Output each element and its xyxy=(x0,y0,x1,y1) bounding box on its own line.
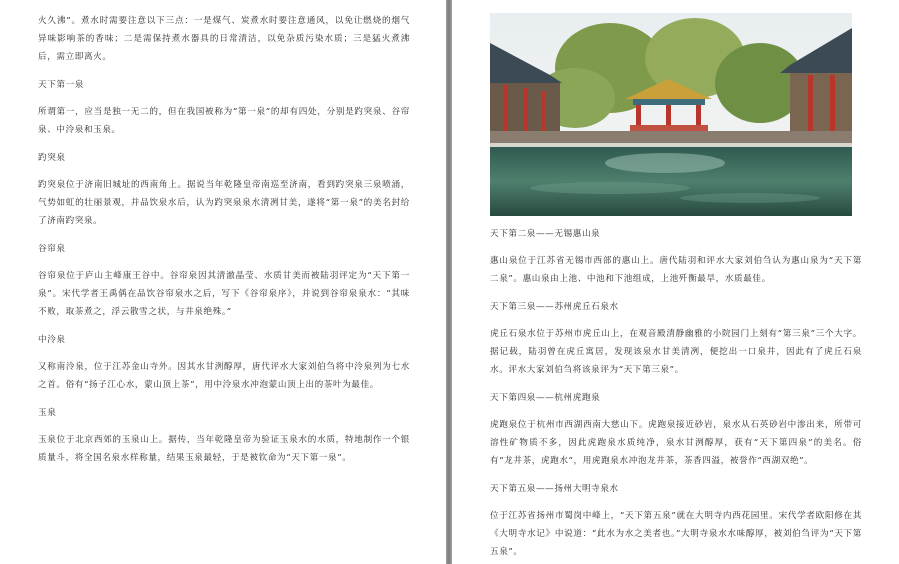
section-heading: 天下第五泉——扬州大明寺泉水 xyxy=(490,484,619,494)
paragraph: 位于江苏省扬州市蜀岗中峰上，“天下第五泉”就在大明寺内西花园里。宋代学者欧阳修在其《大明寺水记》中说道：“此水为水之美者也。”大明寺泉水水味醇厚，被刘伯刍评为“天下第五泉”。 xyxy=(490,511,862,557)
section-heading: 趵突泉 xyxy=(38,153,66,163)
paragraph: 火久沸”。煮水时需要注意以下三点：一是煤气、炭煮水时要注意通风，以免让燃烧的烟气异味影响茶的香味；二是需保持煮水器具的日常清洁，以免杂质污染水质；三是猛火煮沸后，需立即离火。 xyxy=(38,16,410,62)
paragraph: 谷帘泉位于庐山主峰康王谷中。谷帘泉因其清澈晶莹、水质甘美而被陆羽评定为“天下第一泉”。宋代学者王禹偁在品饮谷帘泉水之后，写下《谷帘泉序》，并说到谷帘泉泉水：“其味不败，取茶煮之，浮云散雪之状，与井泉绝殊。” xyxy=(38,271,410,317)
paragraph: 虎跑泉位于杭州市西湖西南大慈山下。虎跑泉接近砂岩，泉水从石英砂岩中渗出来，所带可溶性矿物质不多，因此虎跑泉水质纯净，泉水甘洌醇厚，获有“天下第四泉”的美名。俗有“龙井茶，虎跑水”，用虎跑泉水冲泡龙井茶，茶香四溢，被誉作“西湖双绝”。 xyxy=(490,420,862,466)
paragraph: 惠山泉位于江苏省无锡市西部的惠山上。唐代陆羽和评水大家刘伯刍认为惠山泉为“天下第二泉”。惠山泉由上池、中池和下池组成，上池歼衡最旱，水质最佳。 xyxy=(490,256,862,284)
section-heading: 天下第三泉——苏州虎丘石泉水 xyxy=(490,302,619,312)
paragraph: 趵突泉位于济南旧城址的西南角上。据说当年乾隆皇帝南巡至济南，看到趵突泉三泉喷涌，气势如虹的壮丽景观，并品饮泉水后，认为趵突泉泉水清冽甘美，遂将“第一泉”的美名封给了济南趵突泉。 xyxy=(38,180,410,226)
left-text-column xyxy=(38,12,410,477)
section-heading: 玉泉 xyxy=(38,408,57,418)
section-heading: 天下第四泉——杭州虎跑泉 xyxy=(490,393,601,403)
section-heading: 天下第二泉——无锡惠山泉 xyxy=(490,229,601,239)
spring-pavilion-photo xyxy=(490,13,852,216)
left-page xyxy=(0,0,446,564)
paragraph: 玉泉位于北京西郊的玉泉山上。据传，当年乾隆皇帝为验证玉泉水的水质，特地制作一个银质量斗，将全国名泉水样称量，结果玉泉最轻，于是被钦命为“天下第一泉”。 xyxy=(38,435,410,463)
section-heading: 谷帘泉 xyxy=(38,244,66,254)
right-text-column xyxy=(490,225,862,564)
paragraph: 又称南泠泉，位于江苏金山寺外。因其水甘洌醇厚，唐代评水大家刘伯刍将中泠泉列为七水之首。俗有“扬子江心水，蒙山顶上茶”，用中泠泉水冲泡蒙山顶上出的茶叶为最佳。 xyxy=(38,362,410,390)
paragraph: 所谓第一，应当是独一无二的，但在我国被称为“第一泉”的却有四处，分别是趵突泉、谷帘泉、中泠泉和玉泉。 xyxy=(38,107,410,135)
section-heading: 天下第一泉 xyxy=(38,80,84,90)
right-page xyxy=(452,0,899,564)
paragraph: 虎丘石泉水位于苏州市虎丘山上，在观音殿清静幽雅的小院园门上刻有“第三泉”三个大字。据记载，陆羽曾在虎丘寓居，发现该泉水甘美清冽，便挖出一口泉井，因此有了虎丘石泉水。评水大家刘伯刍将该泉评为“天下第三泉”。 xyxy=(490,329,862,375)
section-heading: 中泠泉 xyxy=(38,335,66,345)
